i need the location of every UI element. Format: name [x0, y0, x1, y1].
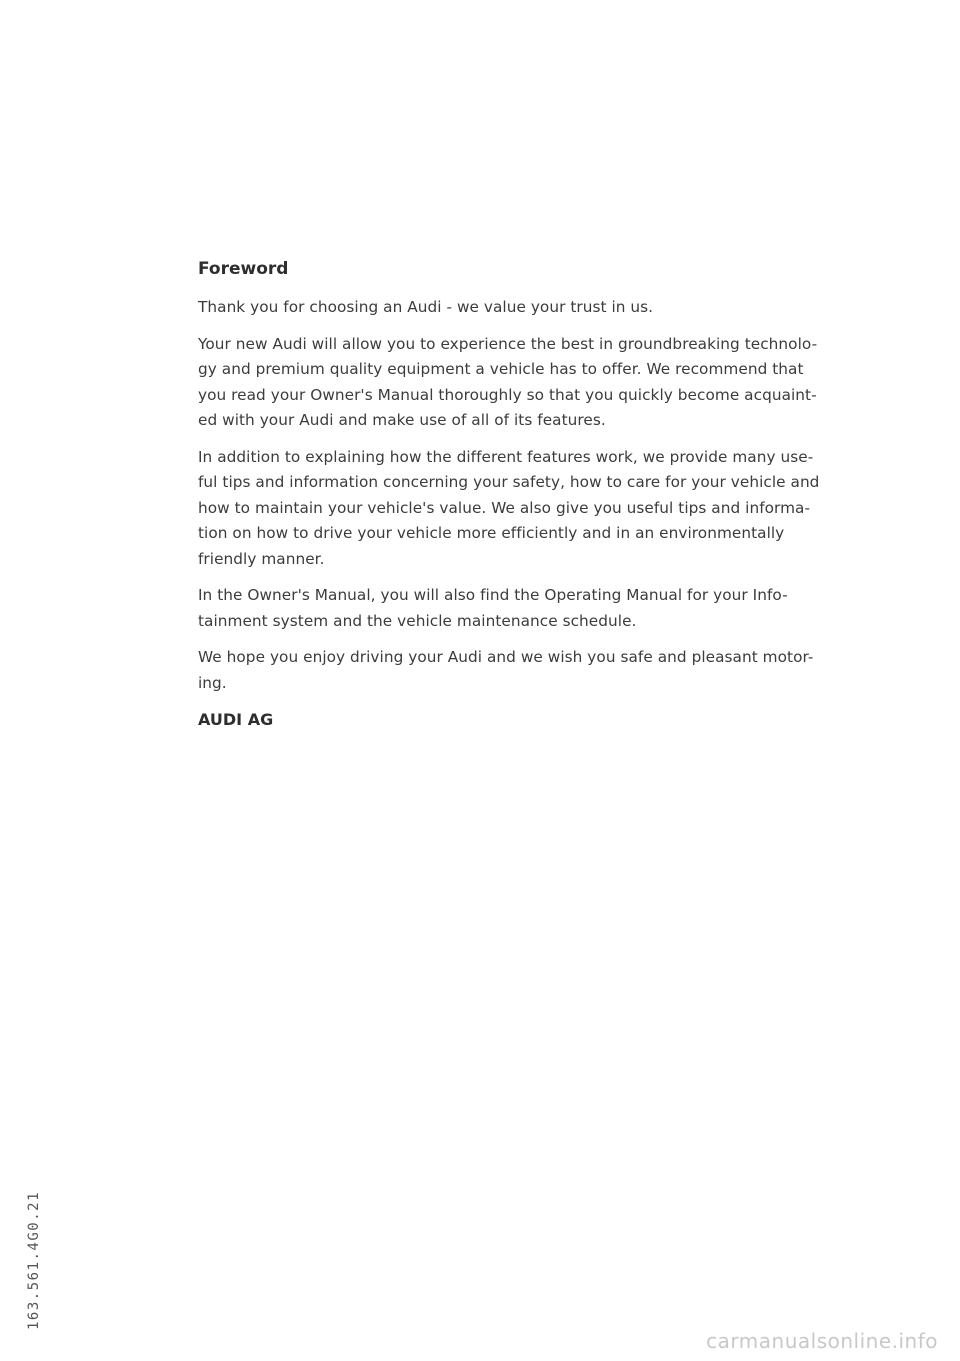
foreword-section	[198, 255, 858, 733]
document-code: 163.561.4G0.21	[26, 1190, 42, 1330]
text-line: how to maintain your vehicle's value. We also give you useful tips and informa-	[198, 498, 811, 517]
page-title: Foreword	[198, 259, 289, 279]
text-line: ed with your Audi and make use of all of its features.	[198, 411, 606, 429]
text-line: tainment system and the vehicle maintenance schedule.	[198, 611, 637, 630]
paragraph-closing	[198, 645, 858, 696]
paragraph-thanks	[198, 295, 858, 321]
text-line: tion on how to drive your vehicle more efficiently and in an environmentally	[198, 524, 785, 542]
text-line: friendly manner.	[198, 549, 325, 568]
text-line: ful tips and information concerning your safety, how to care for your vehicle and	[198, 473, 820, 491]
text-line: In the Owner's Manual, you will also find the Operating Manual for your Info-	[198, 586, 788, 604]
text-line: Thank you for choosing an Audi - we value your trust in us.	[198, 298, 654, 316]
text-line: We hope you enjoy driving your Audi and we wish you safe and pleasant motor-	[198, 648, 814, 666]
paragraph-infotainment	[198, 583, 858, 634]
watermark: carmanualsonline.info	[706, 1329, 938, 1353]
text-line: ing.	[198, 673, 227, 692]
signature: AUDI AG	[198, 710, 274, 729]
text-line: gy and premium quality equipment a vehicle has to offer. We recommend that	[198, 360, 804, 378]
text-line: In addition to explaining how the different features work, we provide many use-	[198, 447, 814, 466]
text-line: you read your Owner's Manual thoroughly so that you quickly become acquaint-	[198, 385, 817, 404]
paragraph-experience	[198, 332, 858, 434]
text-line: Your new Audi will allow you to experience the best in groundbreaking technolo-	[198, 334, 818, 353]
paragraph-features	[198, 445, 858, 573]
